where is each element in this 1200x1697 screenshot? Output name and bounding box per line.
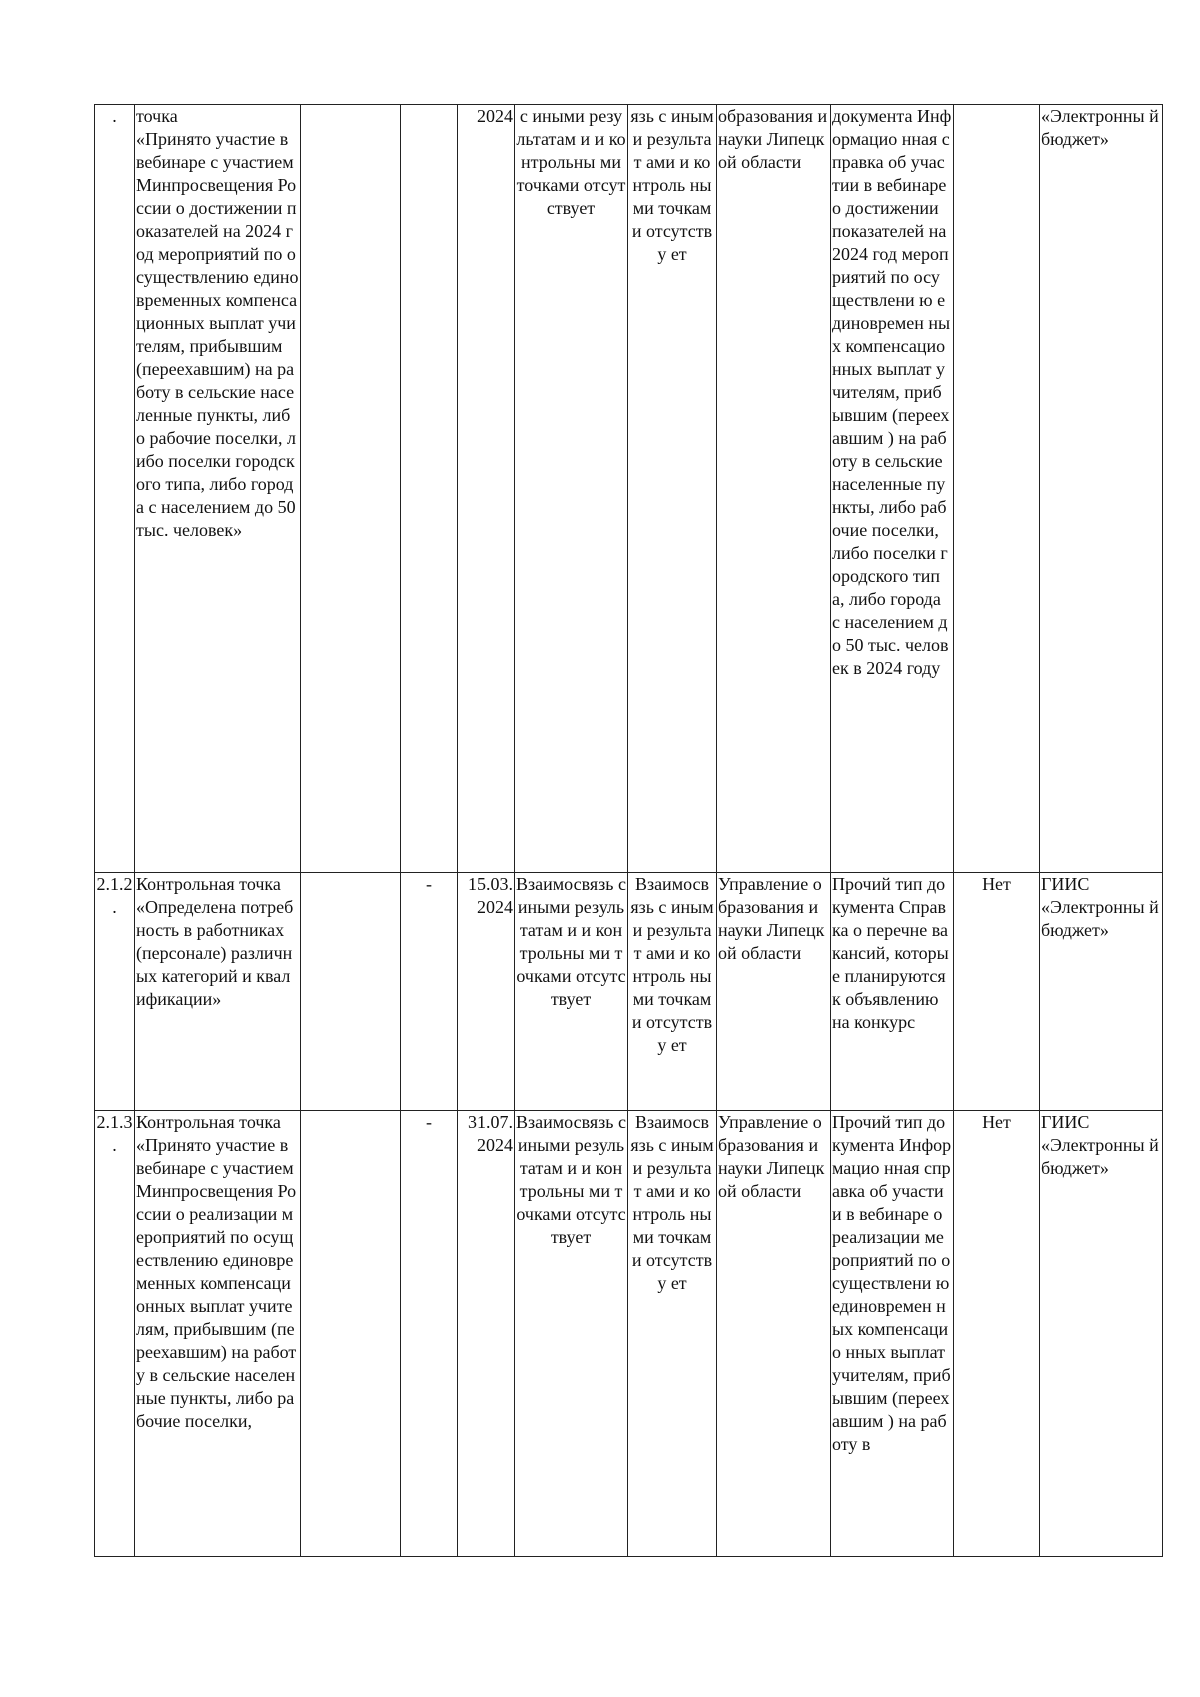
row-number: . (95, 105, 135, 873)
table-row (95, 873, 1163, 1111)
row-flag (954, 105, 1040, 873)
row-number: 2.1.3 . (95, 1111, 135, 1557)
row-responsible: Управление образования и науки Липецкой области (717, 873, 831, 1111)
row-number: 2.1.2 . (95, 873, 135, 1111)
row-name: точка «Принято участие в вебинаре с участием Минпросвещения России о достижении показателей на 2024 год мероприятий по осуществлению единовременных компенсационных выплат учителям, прибывшим (переехавшим) на работу в сельские населенные пункты, либо рабочие поселки, либо поселки городского типа, либо города с населением до 50 тыс. человек» (135, 105, 301, 873)
row-date: 31.07. 2024 (458, 1111, 515, 1557)
row-col4: - (401, 1111, 458, 1557)
row-col3 (301, 1111, 401, 1557)
row-link-prev: Взаимосвязь с иными результатам и и контрольны ми точками отсутствует (515, 1111, 628, 1557)
row-document: Прочий тип документа Информацио нная справка об участии в вебинаре о реализации мероприятий по осуществлени ю единовремен ных компенсацио нных выплат учителям, прибывшим (переехавшим ) на работу в (831, 1111, 954, 1557)
row-link-prev: с иными результатам и и контрольны ми точками отсутствует (515, 105, 628, 873)
row-link-next: язь с иными результат ами и контроль ными точками отсутству ет (628, 105, 717, 873)
row-col4 (401, 105, 458, 873)
row-link-prev: Взаимосвязь с иными результатам и и контрольны ми точками отсутствует (515, 873, 628, 1111)
row-system: «Электронны й бюджет» (1040, 105, 1163, 873)
row-col3 (301, 105, 401, 873)
row-responsible: Управление образования и науки Липецкой области (717, 1111, 831, 1557)
row-name: Контрольная точка «Принято участие в вебинаре с участием Минпросвещения России о реализации мероприятий по осуществлению единовременных компенсационных выплат учителям, прибывшим (переехавшим) на работу в сельские населенные пункты, либо рабочие поселки, (135, 1111, 301, 1557)
row-link-next: Взаимосв язь с иными результат ами и контроль ными точками отсутству ет (628, 1111, 717, 1557)
row-flag: Нет (954, 1111, 1040, 1557)
row-responsible: образования и науки Липецкой области (717, 105, 831, 873)
row-name: Контрольная точка «Определена потребность в работниках (персонале) различных категорий и квалификации» (135, 873, 301, 1111)
row-link-next: Взаимосв язь с иными результат ами и контроль ными точками отсутству ет (628, 873, 717, 1111)
table-row (95, 1111, 1163, 1557)
row-flag: Нет (954, 873, 1040, 1111)
row-document: Прочий тип документа Справка о перечне вакансий, которые планируются к объявлению на конкурс (831, 873, 954, 1111)
row-date: 2024 (458, 105, 515, 873)
row-col3 (301, 873, 401, 1111)
table-row (95, 105, 1163, 873)
row-system: ГИИС «Электронны й бюджет» (1040, 873, 1163, 1111)
row-date: 15.03. 2024 (458, 873, 515, 1111)
row-col4: - (401, 873, 458, 1111)
row-document: документа Информацио нная справка об участии в вебинаре о достижении показателей на 2024 год мероприятий по осуществлени ю единовремен ных компенсацио нных выплат учителям, прибывшим (переехавшим ) на работу в сельские населенные пункты, либо рабочие поселки, либо поселки городского типа, либо города с населением до 50 тыс. человек в 2024 году (831, 105, 954, 873)
results-table (94, 104, 1163, 1557)
row-system: ГИИС «Электронны й бюджет» (1040, 1111, 1163, 1557)
